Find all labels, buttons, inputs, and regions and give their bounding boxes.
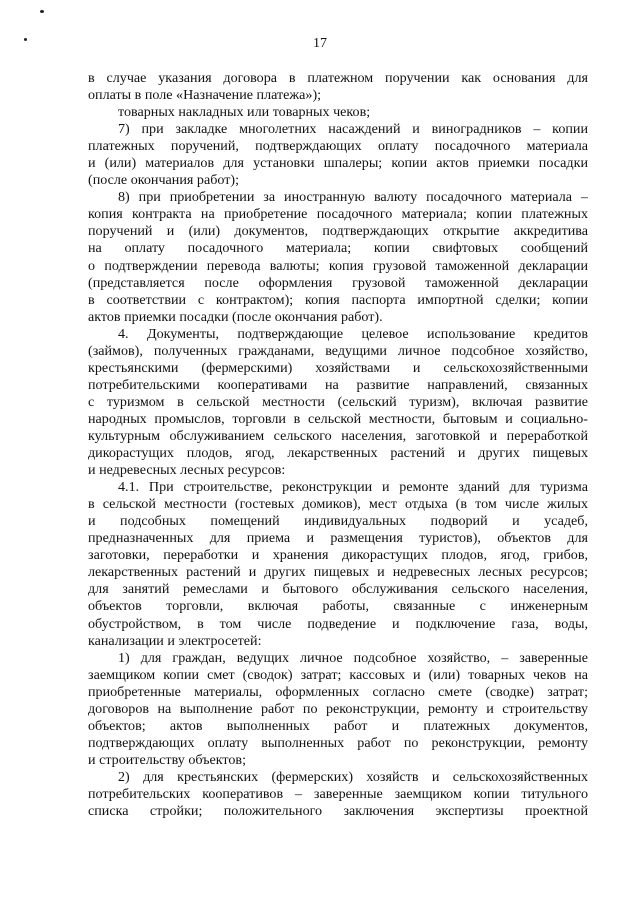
text-line: лекарственных растений и других пищевых и недревесных лесных ресурсов; xyxy=(88,564,588,581)
text-line: 8) при приобретении за иностранную валюту посадочного материала – xyxy=(118,189,588,206)
text-line: и недревесных лесных ресурсов: xyxy=(88,462,286,479)
text-line: заготовки, переработки и хранения дикорастущих плодов, ягод, грибов, xyxy=(88,547,588,564)
text-line: приобретенные материалы, оформленных согласно смете (сводке) затрат; xyxy=(88,683,588,700)
text-line: дикорастущих плодов, ягод, лекарственных растений и других пищевых xyxy=(88,445,588,462)
text-line: договоров на выполнение работ по реконструкции, ремонту и строительству xyxy=(88,700,588,717)
text-line: и строительству объектов; xyxy=(88,751,246,768)
text-line: заемщиком копии смет (сводок) затрат; кассовых и (или) товарных чеков на xyxy=(88,666,588,683)
text-line: поручений и (или) документов, подтверждающих открытие аккредитива xyxy=(88,223,588,240)
text-line: и (или) материалов для установки шпалеры; копии актов приемки посадки xyxy=(88,155,588,172)
document-body xyxy=(88,70,588,820)
text-line: на оплату посадочного материала; копии свифтовых сообщений xyxy=(88,240,588,257)
text-line: 4.1. При строительстве, реконструкции и ремонте зданий для туризма xyxy=(118,479,588,496)
text-line: в сельской местности (гостевых домиков), мест отдыха (в том числе жилых xyxy=(88,496,588,513)
text-line: о подтверждении перевода валюты; копия грузовой таможенной декларации xyxy=(88,257,588,274)
text-line: предназначенных для приема и размещения туристов), объектов для xyxy=(88,530,588,547)
text-line: платежных поручений, подтверждающих оплату посадочного материала xyxy=(88,138,588,155)
text-line: обустройством, в том числе подведение и подключение газа, воды, xyxy=(88,615,588,632)
text-line: в соответствии с контрактом); копия паспорта импортной сделки; копии xyxy=(88,291,588,308)
text-line: актов приемки посадки (после окончания работ). xyxy=(88,308,383,325)
text-line: товарных накладных или товарных чеков; xyxy=(118,104,371,121)
text-line: в случае указания договора в платежном поручении как основания для xyxy=(88,70,588,86)
text-line: 4. Документы, подтверждающие целевое использование кредитов xyxy=(118,325,588,342)
text-line: и подсобных помещений индивидуальных подворий и усадеб, xyxy=(88,513,588,530)
text-line: (представляется после оформления грузовой таможенной декларации xyxy=(88,274,588,291)
text-line: оплаты в поле «Назначение платежа»); xyxy=(88,87,322,104)
text-line: для занятий ремеслами и бытового обслуживания сельского населения, xyxy=(88,581,588,598)
text-line: потребительскими кооперативами на развитие направлений, связанных xyxy=(88,376,588,393)
text-line: потребительских кооперативов – заверенные заемщиком копии титульного xyxy=(88,785,588,802)
text-line: (займов), полученных гражданами, ведущими личное подсобное хозяйство, xyxy=(88,342,588,359)
text-line: объектов; актов выполненных работ и платежных документов, xyxy=(88,717,588,734)
text-line: подтверждающих оплату выполненных работ по реконструкции, ремонту xyxy=(88,734,588,751)
text-line: 2) для крестьянских (фермерских) хозяйств и сельскохозяйственных xyxy=(118,768,588,785)
text-line: 1) для граждан, ведущих личное подсобное хозяйство, – заверенные xyxy=(118,649,588,666)
text-line: (после окончания работ); xyxy=(88,172,240,189)
text-line: 7) при закладке многолетних насаждений и виноградников – копии xyxy=(118,121,588,138)
text-line: канализации и электросетей: xyxy=(88,632,262,649)
text-line: крестьянскими (фермерскими) хозяйствами и сельскохозяйственными xyxy=(88,359,588,376)
text-line: списка стройки; положительного заключения экспертизы проектной xyxy=(88,803,588,820)
scan-speck xyxy=(40,10,44,13)
text-line: с туризмом в сельской местности (сельский туризм), включая развитие xyxy=(88,393,588,410)
text-line: народных промыслов, торговли в сельской местности, бытовым и социально- xyxy=(88,410,588,427)
text-line: культурным обслуживанием сельского населения, заготовкой и переработкой xyxy=(88,427,588,444)
text-line: объектов торговли, включая работы, связанные с инженерным xyxy=(88,598,588,615)
page-number: 17 xyxy=(313,36,327,51)
text-line: копия контракта на приобретение посадочного материала; копии платежных xyxy=(88,206,588,223)
